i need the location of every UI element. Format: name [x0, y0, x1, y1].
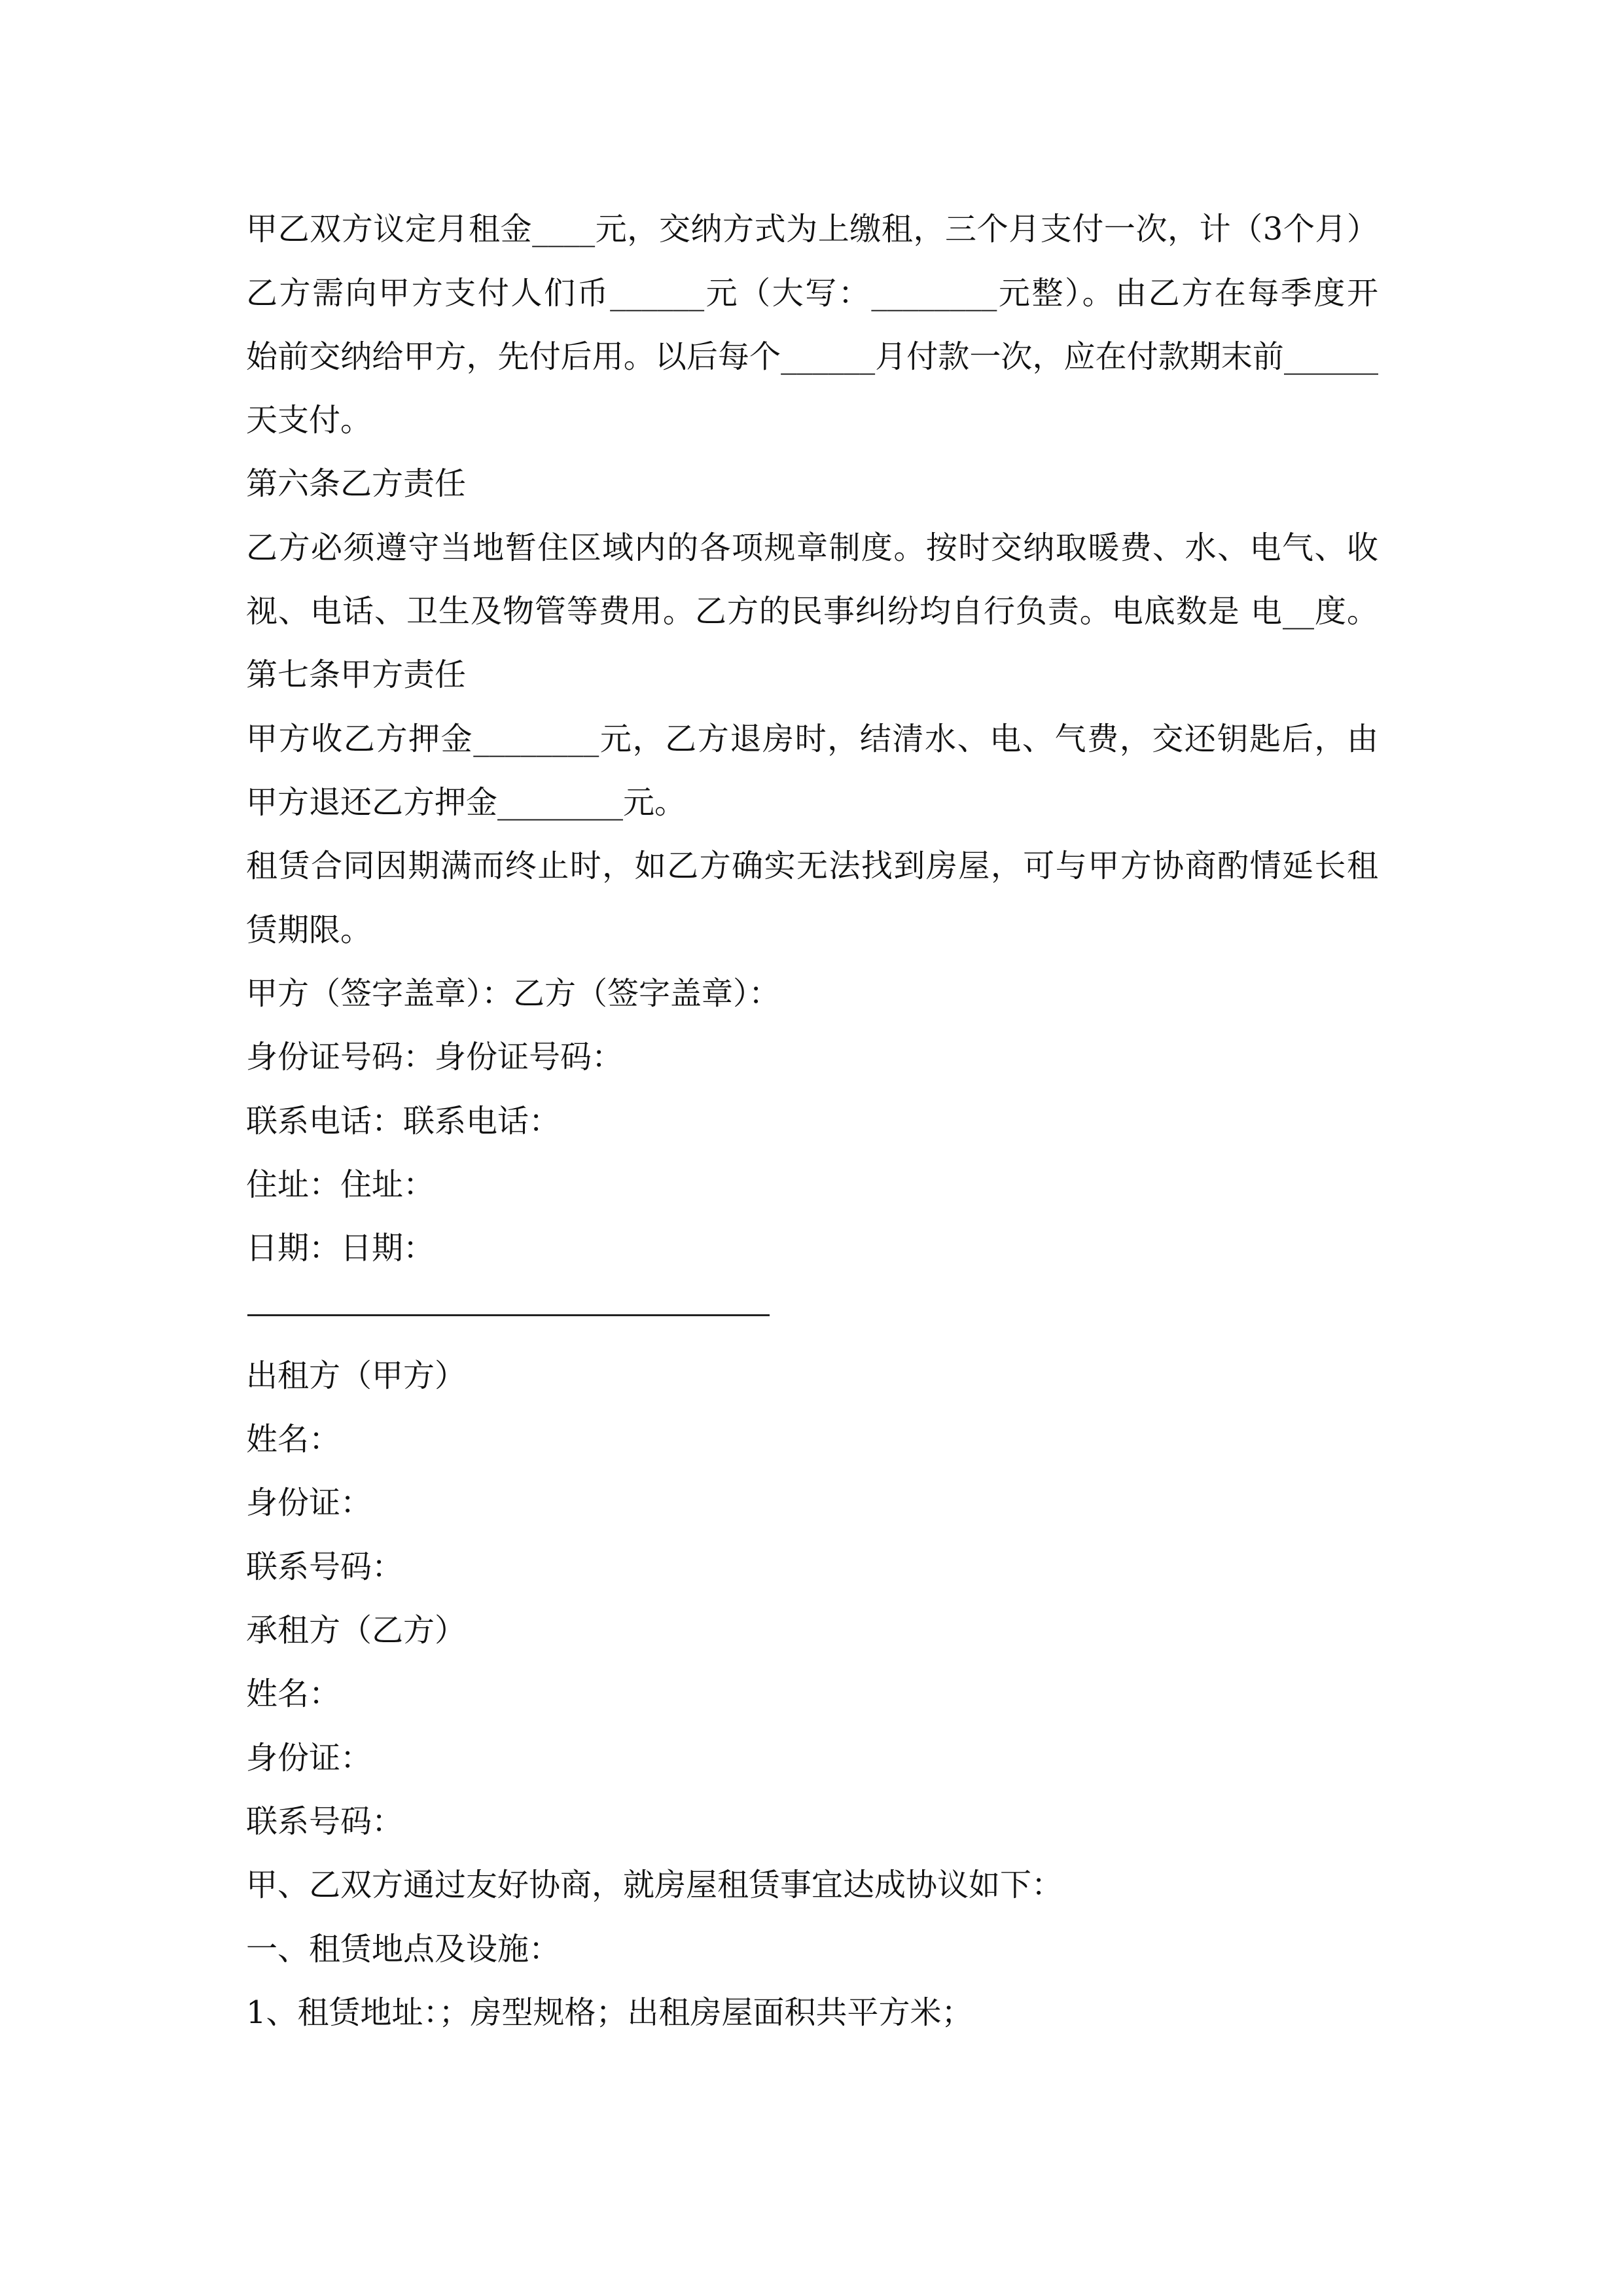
paragraph-line: 乙方必须遵守当地暂住区域内的各项规章制度。按时交纳取暖费、水、电气、收: [246, 529, 1378, 566]
lessee-id: 身份证：: [246, 1740, 372, 1776]
section-heading: 第六条乙方责任: [246, 465, 467, 502]
lessor-id: 身份证：: [246, 1484, 372, 1521]
paragraph-line: 赁期限。: [246, 912, 372, 948]
lessor-heading: 出租方（甲方）: [246, 1357, 467, 1394]
phone-line: 联系电话：联系电话：: [246, 1103, 561, 1139]
clause-item: 1、租赁地址：；房型规格；出租房屋面积共平方米；: [246, 1994, 973, 2031]
date-line: 日期：日期：: [246, 1230, 435, 1266]
section-heading: 第七条甲方责任: [246, 656, 467, 693]
address-line: 住址：住址：: [246, 1166, 435, 1203]
paragraph-line: 甲方收乙方押金________元，乙方退房时，结清水、电、气费，交还钥匙后，由: [246, 721, 1378, 757]
lessor-name: 姓名：: [246, 1421, 341, 1458]
separator-rule: [247, 1314, 770, 1316]
paragraph-line: 乙方需向甲方支付人们币______元（大写：________元整）。由乙方在每季度开: [246, 275, 1378, 312]
paragraph-line: 天支付。: [246, 402, 372, 439]
lessor-phone: 联系号码：: [246, 1549, 404, 1585]
lessee-phone: 联系号码：: [246, 1803, 404, 1840]
lessee-heading: 承租方（乙方）: [246, 1612, 467, 1649]
paragraph-line: 始前交纳给甲方，先付后用。以后每个______月付款一次，应在付款期末前______: [246, 338, 1378, 375]
clause-heading: 一、租赁地点及设施：: [246, 1931, 561, 1967]
paragraph-line: 甲方退还乙方押金________元。: [246, 784, 687, 821]
paragraph-line: 甲、乙双方通过友好协商，就房屋租赁事宜达成协议如下：: [246, 1867, 1063, 1903]
signature-line: 甲方（签字盖章）：乙方（签字盖章）：: [246, 975, 781, 1012]
paragraph-line: 甲乙双方议定月租金____元，交纳方式为上缴租，三个月支付一次，计（3个月）: [246, 211, 1378, 247]
paragraph-line: 视、电话、卫生及物管等费用。乙方的民事纠纷均自行负责。电底数是 电__度。: [246, 593, 1378, 630]
lessee-name: 姓名：: [246, 1676, 341, 1712]
id-number-line: 身份证号码：身份证号码：: [246, 1039, 624, 1075]
paragraph-line: 租赁合同因期满而终止时，如乙方确实无法找到房屋，可与甲方协商酌情延长租: [246, 848, 1378, 884]
